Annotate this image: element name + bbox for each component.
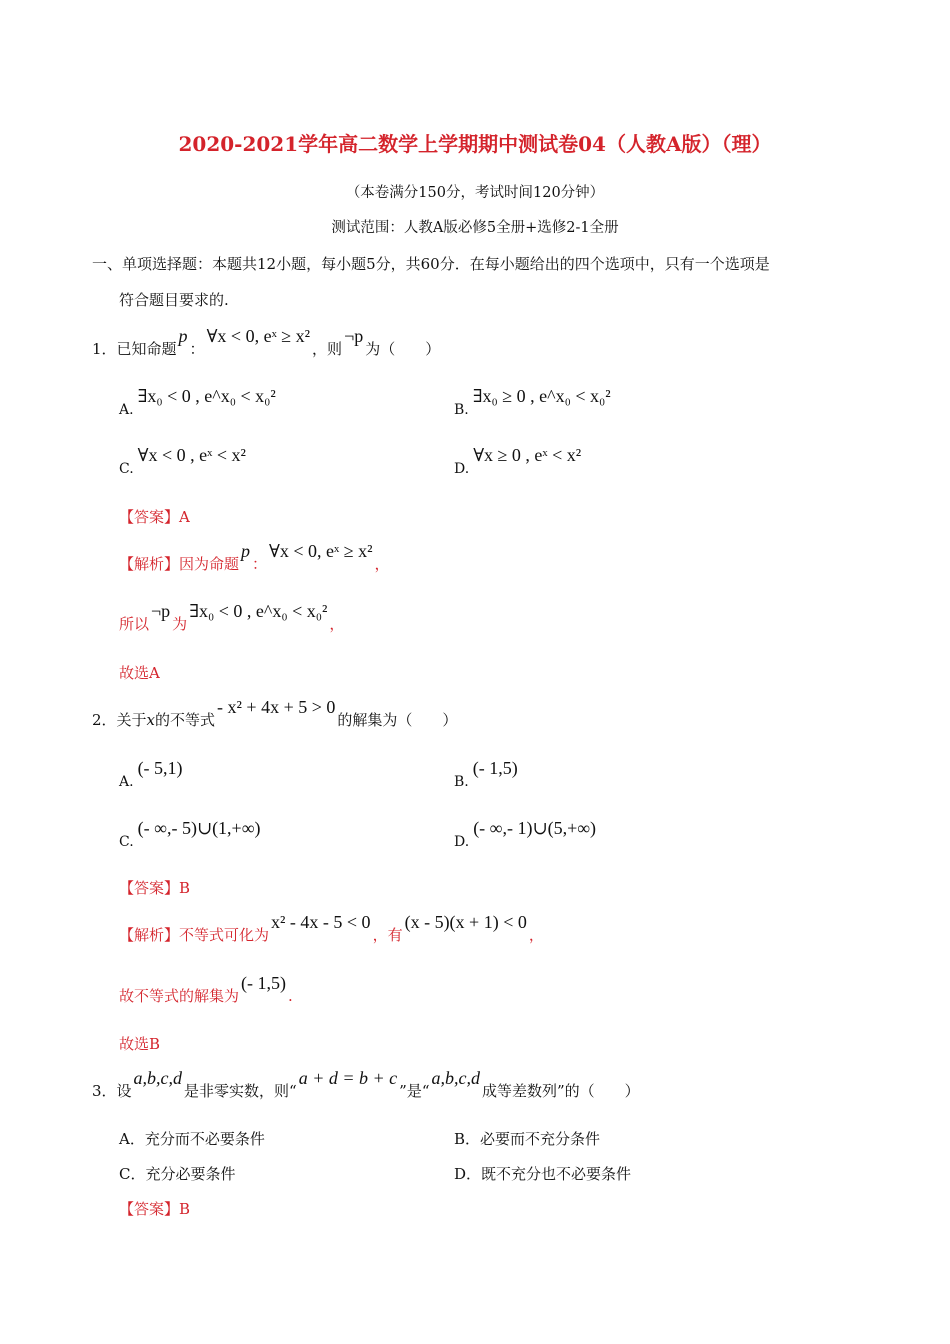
q2-inequality: - x² + 4x + 5 > 0 <box>217 697 336 717</box>
q2-analysis-comma: ， <box>528 926 544 944</box>
q2-stem-pre: 2．关于 <box>92 711 147 729</box>
q1-option-c <box>119 445 246 478</box>
q1-then: ，则 <box>312 340 343 358</box>
q1-option-b <box>454 386 611 419</box>
q2-analysis-pre: 【解析】不等式可化为 <box>119 926 270 944</box>
q1-so-not-p: ¬p <box>151 601 171 621</box>
option-label: B. <box>454 774 469 790</box>
q1-stem-pre: 1．已知命题 <box>92 340 177 358</box>
option-math: ∀x ≥ 0 , eˣ < x² <box>473 445 582 465</box>
q3-stem-pre: 3．设 <box>92 1082 132 1100</box>
q3-vars-2: a,b,c,d <box>431 1068 480 1088</box>
q3-option-a: A．充分而不必要条件 <box>119 1130 265 1148</box>
q2-option-c <box>119 818 261 851</box>
option-label: D. <box>454 834 470 850</box>
q2-stem-mid: 的不等式 <box>155 711 216 729</box>
q3-option-b: B．必要而不充分条件 <box>454 1130 601 1148</box>
q1-analysis-conclusion <box>119 601 345 634</box>
section-heading-cont: 符合题目要求的. <box>119 291 229 309</box>
q3-stem-mid1: 是非零实数，则“ <box>184 1082 297 1100</box>
q1-stem-post: 为（ ） <box>365 340 441 358</box>
option-math: (- ∞,- 5)∪(1,+∞) <box>137 818 261 838</box>
q1-analysis-prop: ∀x < 0, eˣ ≥ x² <box>269 541 373 561</box>
q3-stem-mid2: ”是“ <box>399 1082 430 1100</box>
q2-conclusion <box>119 973 293 1006</box>
q2-option-a <box>119 758 183 791</box>
q2-analysis <box>119 912 544 945</box>
q3-answer: 【答案】B <box>119 1200 191 1218</box>
q1-choose: 故选A <box>119 664 160 682</box>
q1-analysis-comma: ， <box>374 555 390 573</box>
exam-scope: 测试范围：人教A版必修5全册+选修2-1全册 <box>331 220 619 236</box>
option-math: ∃x₀ ≥ 0 , e^x₀ < x₀² <box>472 386 611 406</box>
q1-so-post: ， <box>329 615 345 633</box>
q1-so-pre: 所以 <box>119 615 150 633</box>
q2-analysis-m2: (x - 5)(x + 1) < 0 <box>404 912 527 932</box>
q3-condition: a + d = b + c <box>298 1068 398 1088</box>
q2-option-b <box>454 758 518 791</box>
question-2-stem <box>92 697 458 730</box>
q2-stem-post: 的解集为（ ） <box>337 711 458 729</box>
q2-choose: 故选B <box>119 1035 161 1053</box>
q1-analysis-colon: ： <box>252 555 268 573</box>
exam-info: （本卷满分150分，考试时间120分钟） <box>345 185 605 201</box>
option-math: ∃x₀ < 0 , e^x₀ < x₀² <box>137 386 276 406</box>
q2-analysis-m1: x² - 4x - 5 < 0 <box>271 912 371 932</box>
q1-option-a <box>119 386 276 419</box>
option-label: A. <box>119 774 134 790</box>
q3-option-c: C．充分必要条件 <box>119 1165 236 1183</box>
question-3-stem <box>92 1068 640 1101</box>
q1-var-p: p <box>178 326 188 346</box>
q1-colon: ： <box>189 340 205 358</box>
q1-analysis <box>119 541 390 574</box>
option-math: (- 5,1) <box>137 758 183 778</box>
option-math: ∀x < 0 , eˣ < x² <box>137 445 246 465</box>
option-label: C. <box>119 461 134 477</box>
option-math: (- 1,5) <box>472 758 518 778</box>
q3-vars: a,b,c,d <box>133 1068 183 1088</box>
q1-proposition: ∀x < 0, eˣ ≥ x² <box>206 326 311 346</box>
section-heading: 一、单项选择题：本题共12小题，每小题5分，共60分．在每小题给出的四个选项中，只有一个选项是 <box>92 255 770 273</box>
q2-so-post: . <box>288 987 293 1005</box>
q3-stem-post: 成等差数列”的（ ） <box>482 1082 640 1100</box>
option-label: B. <box>454 402 469 418</box>
q1-analysis-pre: 【解析】因为命题 <box>119 555 240 573</box>
q2-option-d <box>454 818 597 851</box>
question-1-stem <box>92 326 441 359</box>
q3-option-d: D．既不充分也不必要条件 <box>454 1165 632 1183</box>
option-math: (- ∞,- 1)∪(5,+∞) <box>473 818 597 838</box>
q2-answer: 【答案】B <box>119 879 191 897</box>
q1-answer: 【答案】A <box>119 508 190 526</box>
q1-not-p: ¬p <box>344 326 364 346</box>
q2-analysis-mid: ，有 <box>372 926 403 944</box>
q1-analysis-var-p: p <box>241 541 251 561</box>
option-label: D. <box>454 461 470 477</box>
page-title: 2020-2021学年高二数学上学期期中测试卷04（人教A版）（理） <box>178 132 772 156</box>
q2-so-pre: 故不等式的解集为 <box>119 987 240 1005</box>
q1-option-d <box>454 445 582 478</box>
q1-so-mid: 为 <box>172 615 188 633</box>
q2-so-math: (- 1,5) <box>241 973 286 993</box>
q1-so-math: ∃x₀ < 0 , e^x₀ < x₀² <box>189 601 328 621</box>
option-label: C. <box>119 834 134 850</box>
option-label: A. <box>119 402 134 418</box>
q2-var-x: x <box>146 711 156 729</box>
